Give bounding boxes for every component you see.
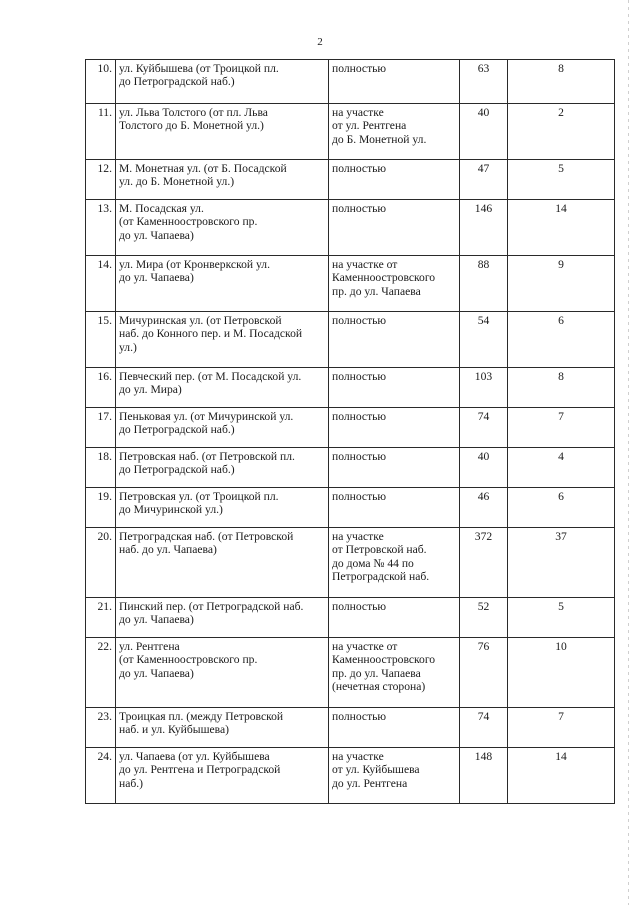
table-row	[86, 408, 615, 448]
count-value: 6	[508, 488, 615, 528]
street-name-line: М. Монетная ул. (от Б. Посадской	[119, 162, 287, 175]
street-name-line: ул. Куйбышева (от Троицкой пл.	[119, 62, 279, 75]
table-row	[86, 160, 615, 200]
extent-cell	[329, 528, 460, 598]
extent-cell	[329, 160, 460, 200]
length-value: 103	[460, 368, 508, 408]
row-number: 11.	[86, 104, 116, 160]
length-value: 40	[460, 104, 508, 160]
street-name-line: до Петроградской наб.)	[119, 423, 235, 437]
count-value: 7	[508, 408, 615, 448]
street-name-line: Певческий пер. (от М. Посадской ул.	[119, 370, 302, 383]
table-row	[86, 312, 615, 368]
table-row	[86, 598, 615, 638]
street-name-line: ул. Чапаева (от ул. Куйбышева	[119, 750, 270, 763]
street-name-cell	[116, 200, 329, 256]
row-number: 13.	[86, 200, 116, 256]
length-value: 146	[460, 200, 508, 256]
extent-cell	[329, 708, 460, 748]
row-number: 20.	[86, 528, 116, 598]
street-name-cell	[116, 256, 329, 312]
row-number: 23.	[86, 708, 116, 748]
count-value: 37	[508, 528, 615, 598]
count-value: 10	[508, 638, 615, 708]
extent-line: на участке от	[332, 640, 398, 653]
street-name-cell	[116, 312, 329, 368]
extent-line: Каменноостровского	[332, 271, 436, 285]
extent-line: до дома № 44 по	[332, 556, 414, 570]
extent-line: полностью	[332, 162, 387, 175]
street-name-line: наб.)	[119, 776, 144, 790]
row-number: 15.	[86, 312, 116, 368]
street-name-cell	[116, 708, 329, 748]
count-value: 5	[508, 160, 615, 200]
extent-cell	[329, 598, 460, 638]
length-value: 52	[460, 598, 508, 638]
street-name-line: Петровская наб. (от Петровской пл.	[119, 450, 295, 463]
street-name-cell	[116, 598, 329, 638]
table-row	[86, 200, 615, 256]
scan-edge-mark	[628, 0, 629, 905]
table-row	[86, 104, 615, 160]
extent-line: от ул. Рентгена	[332, 119, 407, 133]
count-value: 6	[508, 312, 615, 368]
count-value: 8	[508, 368, 615, 408]
table-row	[86, 708, 615, 748]
street-name-line: Троицкая пл. (между Петровской	[119, 710, 284, 723]
row-number: 17.	[86, 408, 116, 448]
street-name-cell	[116, 528, 329, 598]
length-value: 47	[460, 160, 508, 200]
length-value: 88	[460, 256, 508, 312]
table-row	[86, 448, 615, 488]
extent-line: полностью	[332, 370, 387, 383]
street-name-cell	[116, 448, 329, 488]
street-name-line: Пинский пер. (от Петроградской наб.	[119, 600, 304, 613]
count-value: 7	[508, 708, 615, 748]
street-name-line: Петровская ул. (от Троицкой пл.	[119, 490, 279, 503]
street-name-cell	[116, 408, 329, 448]
extent-line: Петроградской наб.	[332, 570, 430, 584]
extent-line: (нечетная сторона)	[332, 680, 426, 694]
streets-table-body	[86, 60, 615, 804]
street-name-line: Мичуринская ул. (от Петровской	[119, 314, 282, 327]
extent-cell	[329, 748, 460, 804]
table-row	[86, 368, 615, 408]
street-name-line: до Мичуринской ул.)	[119, 503, 223, 517]
row-number: 18.	[86, 448, 116, 488]
length-value: 76	[460, 638, 508, 708]
row-number: 14.	[86, 256, 116, 312]
extent-line: Каменноостровского	[332, 653, 436, 667]
row-number: 10.	[86, 60, 116, 104]
extent-line: от Петровской наб.	[332, 543, 427, 557]
extent-line: полностью	[332, 450, 387, 463]
extent-line: полностью	[332, 62, 387, 75]
count-value: 14	[508, 200, 615, 256]
extent-cell	[329, 448, 460, 488]
extent-line: полностью	[332, 710, 387, 723]
table-row	[86, 488, 615, 528]
extent-line: полностью	[332, 410, 387, 423]
street-name-line: до ул. Чапаева)	[119, 228, 194, 242]
extent-cell	[329, 256, 460, 312]
row-number: 24.	[86, 748, 116, 804]
street-name-cell	[116, 638, 329, 708]
street-name-line: ул. до Б. Монетной ул.)	[119, 175, 235, 189]
extent-cell	[329, 312, 460, 368]
extent-line: пр. до ул. Чапаева	[332, 666, 421, 680]
length-value: 148	[460, 748, 508, 804]
length-value: 40	[460, 448, 508, 488]
row-number: 19.	[86, 488, 116, 528]
count-value: 8	[508, 60, 615, 104]
count-value: 5	[508, 598, 615, 638]
street-name-cell	[116, 368, 329, 408]
street-name-line: Пеньковая ул. (от Мичуринской ул.	[119, 410, 294, 423]
street-name-cell	[116, 488, 329, 528]
street-name-line: М. Посадская ул.	[119, 202, 204, 215]
street-name-line: до ул. Чапаева)	[119, 613, 194, 627]
length-value: 74	[460, 708, 508, 748]
street-name-line: наб. и ул. Куйбышева)	[119, 723, 229, 737]
extent-line: на участке	[332, 106, 384, 119]
extent-line: на участке	[332, 530, 384, 543]
extent-line: на участке	[332, 750, 384, 763]
extent-line: на участке от	[332, 258, 398, 271]
street-name-cell	[116, 60, 329, 104]
count-value: 2	[508, 104, 615, 160]
table-row	[86, 256, 615, 312]
streets-table	[85, 59, 615, 804]
page-number: 2	[317, 36, 323, 48]
count-value: 9	[508, 256, 615, 312]
length-value: 372	[460, 528, 508, 598]
street-name-line: наб. до ул. Чапаева)	[119, 543, 217, 557]
extent-line: полностью	[332, 490, 387, 503]
extent-line: до ул. Рентгена	[332, 776, 408, 790]
extent-line: полностью	[332, 314, 387, 327]
extent-line: от ул. Куйбышева	[332, 763, 420, 777]
street-name-line: до Петроградской наб.)	[119, 75, 235, 89]
street-name-line: до ул. Рентгена и Петроградской	[119, 763, 281, 777]
row-number: 22.	[86, 638, 116, 708]
street-name-line: Петроградская наб. (от Петровской	[119, 530, 294, 543]
street-name-line: (от Каменноостровского пр.	[119, 215, 258, 229]
extent-cell	[329, 488, 460, 528]
street-name-line: до ул. Чапаева)	[119, 271, 194, 285]
table-row	[86, 60, 615, 104]
street-name-line: ул. Мира (от Кронверкской ул.	[119, 258, 270, 271]
street-name-line: до ул. Мира)	[119, 383, 182, 397]
extent-cell	[329, 200, 460, 256]
count-value: 4	[508, 448, 615, 488]
extent-line: пр. до ул. Чапаева	[332, 284, 421, 298]
extent-line: полностью	[332, 202, 387, 215]
length-value: 54	[460, 312, 508, 368]
street-name-line: ул. Льва Толстого (от пл. Льва	[119, 106, 268, 119]
row-number: 16.	[86, 368, 116, 408]
extent-cell	[329, 104, 460, 160]
row-number: 21.	[86, 598, 116, 638]
street-name-cell	[116, 748, 329, 804]
length-value: 74	[460, 408, 508, 448]
length-value: 46	[460, 488, 508, 528]
extent-cell	[329, 368, 460, 408]
extent-line: полностью	[332, 600, 387, 613]
street-name-line: ул.)	[119, 340, 137, 354]
table-row	[86, 748, 615, 804]
table-row	[86, 528, 615, 598]
street-name-line: до Петроградской наб.)	[119, 463, 235, 477]
street-name-line: до ул. Чапаева)	[119, 666, 194, 680]
extent-cell	[329, 638, 460, 708]
street-name-line: Толстого до Б. Монетной ул.)	[119, 119, 264, 133]
extent-cell	[329, 408, 460, 448]
street-name-line: (от Каменноостровского пр.	[119, 653, 258, 667]
street-name-line: наб. до Конного пер. и М. Посадской	[119, 327, 303, 341]
extent-cell	[329, 60, 460, 104]
length-value: 63	[460, 60, 508, 104]
count-value: 14	[508, 748, 615, 804]
row-number: 12.	[86, 160, 116, 200]
extent-line: до Б. Монетной ул.	[332, 132, 427, 146]
street-name-cell	[116, 160, 329, 200]
street-name-cell	[116, 104, 329, 160]
street-name-line: ул. Рентгена	[119, 640, 180, 653]
table-row	[86, 638, 615, 708]
